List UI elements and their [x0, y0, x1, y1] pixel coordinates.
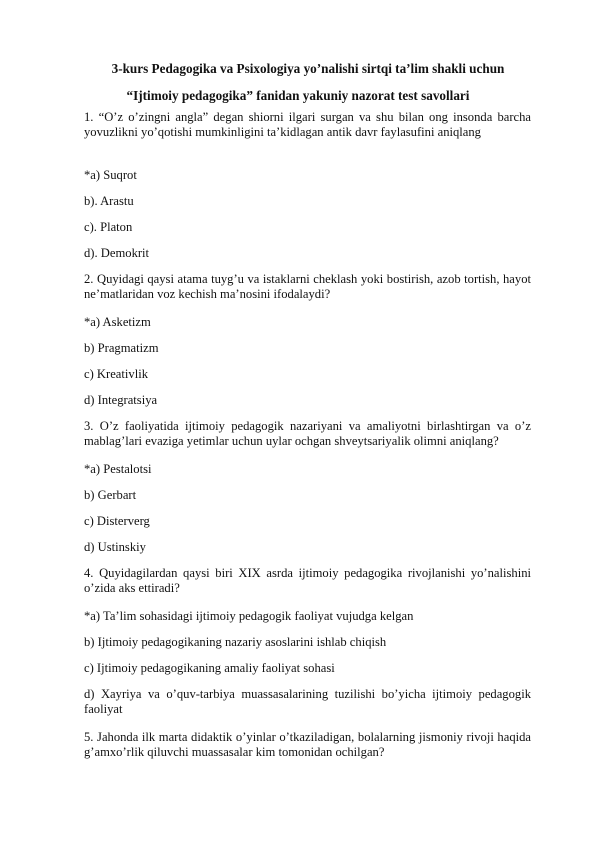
question-4-option-d: d) Xayriya va o’quv-tarbiya muassasalarining tuzilishi bo’yicha ijtimoiy pedagogik faoliyat [84, 687, 531, 716]
question-3-option-a: *a) Pestalotsi [84, 462, 152, 476]
question-1-text: 1. “O’z o’zingni angla” degan shiorni ilgari surgan va shu bilan ong insonda barcha yovuzlikni yo’qotishi mumkinligini ta’kidlagan antik davr faylasufini aniqlang [84, 110, 531, 139]
question-2-text: 2. Quyidagi qaysi atama tuyg’u va istaklarni cheklash yoki bostirish, azob tortish, hayot ne’matlaridan voz kechish ma’nosini ifodalaydi? [84, 272, 531, 301]
question-5-text: 5. Jahonda ilk marta didaktik o’yinlar o’tkaziladigan, bolalarning jismoniy rivoji haqida g’amxo’rlik qiluvchi muassasalar kim tomonidan ochilgan? [84, 730, 531, 759]
question-2-option-b: b) Pragmatizm [84, 341, 159, 355]
question-3-option-d: d) Ustinskiy [84, 540, 146, 554]
document-subtitle: “Ijtimoiy pedagogika” fanidan yakuniy nazorat test savollari [126, 88, 470, 103]
question-4-text: 4. Quyidagilardan qaysi biri XIX asrda ijtimoiy pedagogika rivojlanishi yo’nalishini o’zida aks ettiradi? [84, 566, 531, 595]
question-2-option-c: c) Kreativlik [84, 367, 148, 381]
question-1-option-b: b). Arastu [84, 194, 134, 208]
question-3-option-b: b) Gerbart [84, 488, 137, 502]
question-3-text: 3. O’z faoliyatida ijtimoiy pedagogik nazariyani va amaliyotni birlashtirgan va o’z mablag’lari evaziga yetimlar uchun uylar ochgan shveytsariyalik olimni aniqlang? [84, 419, 531, 448]
question-1-option-c: c). Platon [84, 220, 133, 234]
question-2-option-a: *a) Asketizm [84, 315, 151, 329]
question-4-option-c: c) Ijtimoiy pedagogikaning amaliy faoliyat sohasi [84, 661, 335, 675]
question-1-option-a: *a) Suqrot [84, 168, 137, 182]
question-3-option-c: c) Disterverg [84, 514, 150, 528]
document-title: 3-kurs Pedagogika va Psixologiya yo’nalishi sirtqi ta’lim shakli uchun [111, 61, 505, 76]
question-2-option-d: d) Integratsiya [84, 393, 158, 407]
question-4-option-b: b) Ijtimoiy pedagogikaning nazariy asoslarini ishlab chiqish [84, 635, 387, 649]
question-1-option-d: d). Demokrit [84, 246, 150, 260]
question-4-option-a: *a) Ta’lim sohasidagi ijtimoiy pedagogik faoliyat vujudga kelgan [84, 609, 414, 623]
